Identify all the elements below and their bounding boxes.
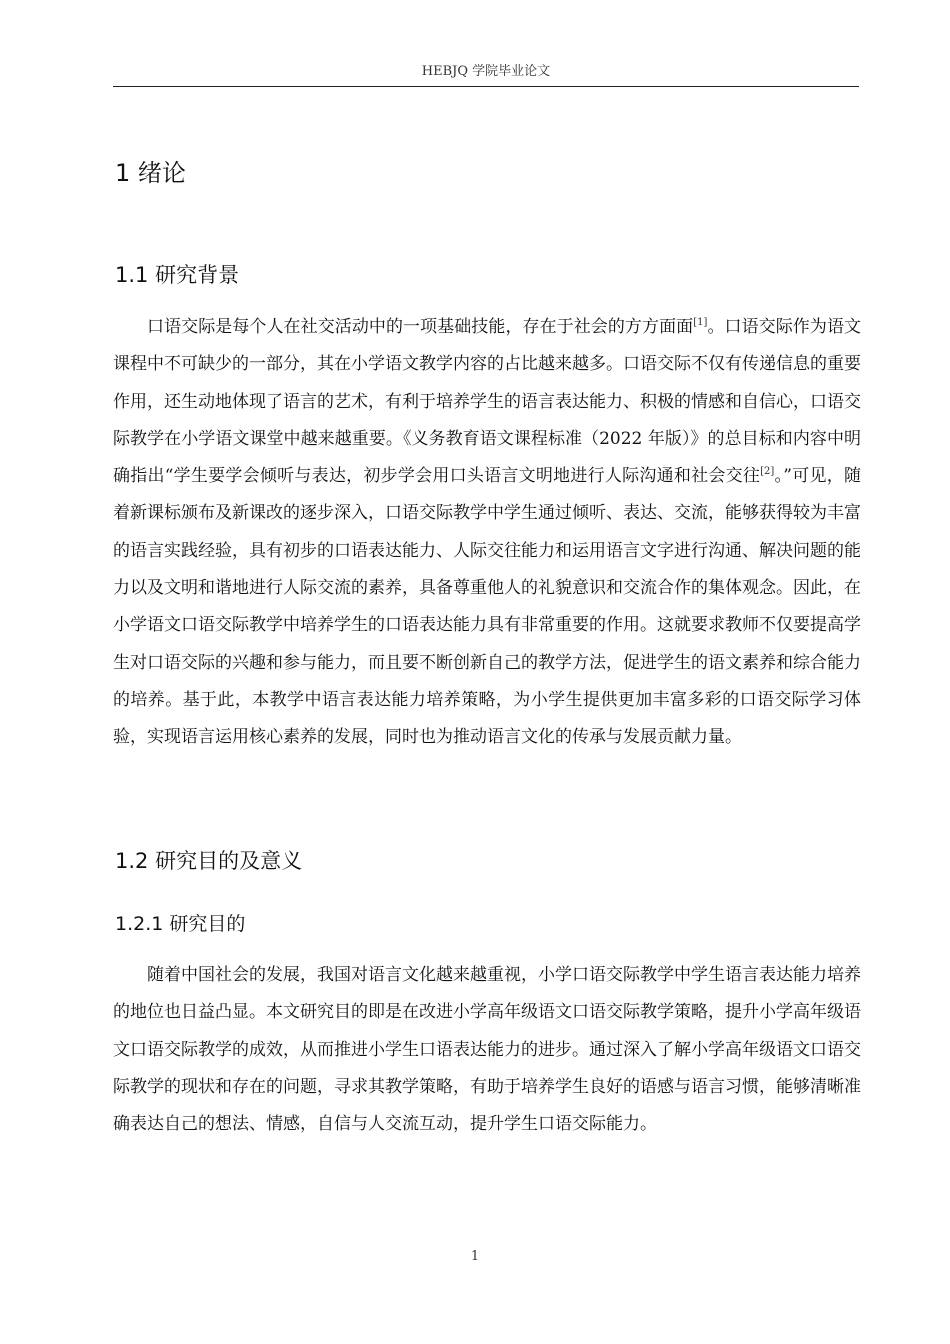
background-paragraph [113,309,861,757]
paragraph-text: 。”可见，随着新课标颁布及新课改的逐步深入，口语交际教学中学生通过倾听、表达、交流，能够获得较为丰富的语言实践经验，具有初步的口语表达能力、人际交往能力和运用语言文字进行沟通、解决问题的能力以及文明和谐地进行人际交流的素养，具备尊重他人的礼貌意识和交流合作的集体观念。因此，在小学语文口语交际教学中培养学生的口语表达能力具有非常重要的作用。这就要求教师不仅要提高学生对口语交际的兴趣和参与能力，而且要不断创新自己的教学方法，促进学生的语文素养和综合能力的培养。基于此，本教学中语言表达能力培养策略，为小学生提供更加丰富多彩的口语交际学习体验，实现语言运用核心素养的发展，同时也为推动语言文化的传承与发展贡献力量。 [113,466,861,748]
paragraph-text: 口语交际是每个人在社交活动中的一项基础技能，存在于社会的方方面面 [147,317,694,337]
citation-ref-1: [1] [693,317,708,328]
chapter-heading: 1 绪论 [115,159,186,187]
paragraph-text: 。口语交际作为语文课程中不可缺少的一部分，其在小学语文教学内容的占比越来越多。口语交际不仅有传递信息的重要作用，还生动地体现了语言的艺术，有利于培养学生的语言表达能力、积极的情感和自信心，口语交际教学在小学语文课堂中越来越重要。《义务教育语文课程标准（2022 年版）》的总目标和内容中明确指出“学生要学会倾听与表达，初步学会用口头语言文明地进行人际沟通和社会交往 [113,317,862,487]
page-number: 1 [470,1249,480,1264]
subsection-heading-1-2-1: 1.2.1 研究目的 [115,913,246,935]
citation-ref-2: [2] [760,466,775,478]
section-heading-1-1: 1.1 研究背景 [115,263,240,287]
section-heading-1-2: 1.2 研究目的及意义 [115,849,303,873]
header-divider [113,86,859,87]
purpose-paragraph: 随着中国社会的发展，我国对语言文化越来越重视，小学口语交际教学中学生语言表达能力培养的地位也日益凸显。本文研究目的即是在改进小学高年级语文口语交际教学策略，提升小学高年级语文口语交际教学的成效，从而推进小学生口语表达能力的进步。通过深入了解小学高年级语文口语交际教学的现状和存在的问题，寻求其教学策略，有助于培养学生良好的语感与语言习惯，能够清晰准确表达自己的想法、情感，自信与人交流互动，提升学生口语交际能力。 [113,965,861,1135]
running-header: HEBJQ 学院毕业论文 [421,64,551,79]
